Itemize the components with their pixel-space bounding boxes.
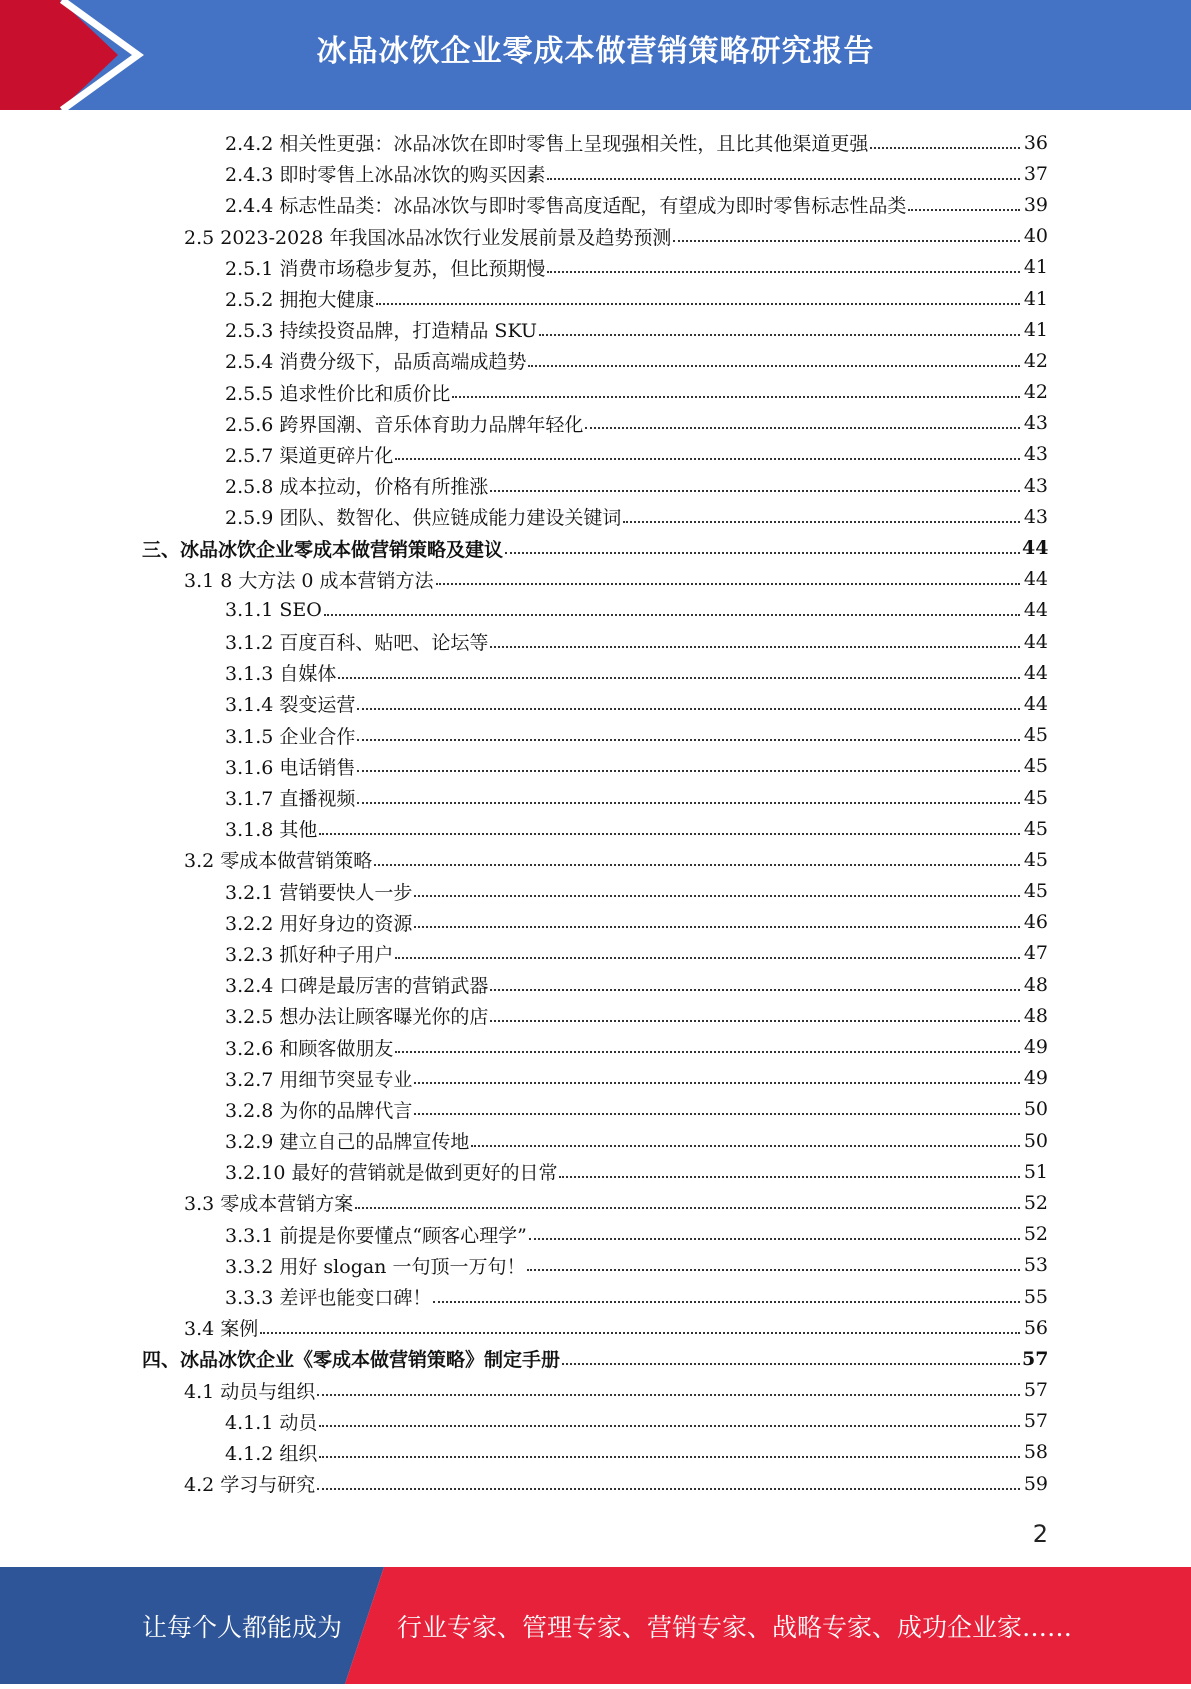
footer-banner — [0, 1567, 1191, 1684]
toc-entry[interactable] — [0, 1219, 1191, 1250]
toc-entry[interactable] — [0, 1063, 1191, 1094]
toc-entry-title: 三、冰品冰饮企业零成本做营销策略及建议 — [142, 538, 504, 561]
toc-entry-page: 40 — [1023, 225, 1048, 248]
toc-entry-title: 4.2 学习与研究 — [184, 1474, 316, 1497]
toc-entry-page: 50 — [1023, 1129, 1048, 1152]
toc-entry-title: 2.5.1 消费市场稳步复苏，但比预期慢 — [225, 257, 546, 280]
toc-leader-dots — [490, 989, 1020, 991]
toc-entry-page: 44 — [1023, 599, 1048, 622]
toc-entry-page: 48 — [1023, 1004, 1048, 1027]
toc-entry-title: 4.1 动员与组织 — [184, 1380, 316, 1403]
toc-entry-page: 53 — [1023, 1254, 1048, 1277]
toc-leader-dots — [338, 677, 1020, 679]
toc-leader-dots — [414, 895, 1020, 897]
toc-leader-dots — [908, 209, 1020, 211]
toc-leader-dots — [324, 614, 1020, 616]
toc-entry-page: 43 — [1023, 474, 1048, 497]
toc-leader-dots — [357, 770, 1020, 772]
toc-entry-page: 44 — [1022, 537, 1049, 560]
toc-entry[interactable] — [0, 1250, 1191, 1281]
toc-entry-title: 3.1.7 直播视频 — [225, 788, 356, 811]
toc-entry[interactable] — [0, 564, 1191, 595]
toc-entry-page: 49 — [1023, 1036, 1048, 1059]
toc-leader-dots — [374, 864, 1020, 866]
page-number: 2 — [1032, 1520, 1048, 1548]
toc-entry[interactable] — [0, 595, 1191, 626]
toc-entry-page: 52 — [1023, 1191, 1048, 1214]
toc-entry[interactable] — [0, 657, 1191, 688]
toc-entry-page: 51 — [1023, 1160, 1048, 1183]
toc-leader-dots — [539, 334, 1020, 336]
toc-entry[interactable] — [0, 377, 1191, 408]
toc-entry-title: 3.2.8 为你的品牌代言 — [225, 1099, 413, 1122]
toc-entry[interactable] — [0, 314, 1191, 345]
toc-entry-title: 2.5 2023-2028 年我国冰品冰饮行业发展前景及趋势预测 — [184, 226, 672, 249]
toc-entry[interactable] — [0, 408, 1191, 439]
toc-leader-dots — [505, 552, 1020, 554]
toc-leader-dots — [317, 1394, 1020, 1396]
toc-entry-title: 2.5.9 团队、数智化、供应链成能力建设关键词 — [225, 507, 622, 530]
toc-leader-dots — [260, 1332, 1020, 1334]
toc-entry[interactable] — [0, 189, 1191, 220]
toc-entry[interactable] — [0, 938, 1191, 969]
toc-entry-page: 46 — [1023, 911, 1048, 934]
toc-leader-dots — [452, 396, 1020, 398]
toc-leader-dots — [414, 926, 1020, 928]
toc-leader-dots — [528, 365, 1020, 367]
header-banner — [0, 0, 1191, 110]
toc-entry-title: 3.1.2 百度百科、贴吧、论坛等 — [225, 632, 489, 655]
toc-entry-title: 3.2.9 建立自己的品牌宣传地 — [225, 1131, 470, 1154]
toc-entry-title: 2.4.2 相关性更强：冰品冰饮在即时零售上呈现强相关性，且比其他渠道更强 — [225, 133, 869, 156]
toc-entry-title: 2.5.5 追求性价比和质价比 — [225, 382, 451, 405]
toc-entry-title: 2.4.3 即时零售上冰品冰饮的购买因素 — [225, 164, 546, 187]
toc-entry-title: 4.1.2 组织 — [225, 1442, 318, 1465]
toc-entry-title: 3.1.8 其他 — [225, 819, 318, 842]
toc-leader-dots — [357, 739, 1020, 741]
toc-entry-page: 59 — [1023, 1472, 1048, 1495]
toc-entry[interactable] — [0, 1437, 1191, 1468]
toc-entry[interactable] — [0, 1281, 1191, 1312]
toc-leader-dots — [547, 271, 1020, 273]
toc-entry[interactable] — [0, 1468, 1191, 1499]
toc-entry-page: 45 — [1023, 724, 1048, 747]
toc-entry-title: 3.3.3 差评也能变口碑！ — [225, 1287, 432, 1310]
toc-entry[interactable] — [0, 532, 1191, 563]
toc-leader-dots — [357, 708, 1020, 710]
toc-entry-title: 2.5.6 跨界国潮、音乐体育助力品牌年轻化 — [225, 413, 584, 436]
toc-leader-dots — [490, 1020, 1020, 1022]
toc-entry-page: 45 — [1023, 848, 1048, 871]
toc-entry[interactable] — [0, 1031, 1191, 1062]
toc-entry-title: 3.2.5 想办法让顾客曝光你的店 — [225, 1006, 489, 1029]
toc-leader-dots — [490, 490, 1020, 492]
toc-entry[interactable] — [0, 751, 1191, 782]
toc-entry-page: 45 — [1023, 755, 1048, 778]
toc-leader-dots — [559, 1176, 1020, 1178]
toc-entry[interactable] — [0, 501, 1191, 532]
toc-leader-dots — [317, 1488, 1020, 1490]
toc-leader-dots — [319, 1456, 1020, 1458]
toc-leader-dots — [433, 1301, 1020, 1303]
toc-entry-title: 3.3 零成本营销方案 — [184, 1193, 354, 1216]
report-title: 冰品冰饮企业零成本做营销策略研究报告 — [316, 34, 875, 69]
toc-entry-page: 45 — [1023, 880, 1048, 903]
toc-entry[interactable] — [0, 1406, 1191, 1437]
toc-entry-title: 3.2.2 用好身边的资源 — [225, 912, 413, 935]
toc-entry-title: 3.4 案例 — [184, 1318, 259, 1341]
toc-entry[interactable] — [0, 127, 1191, 158]
toc-entry-title: 3.2.4 口碑是最厉害的营销武器 — [225, 975, 489, 998]
toc-entry[interactable] — [0, 626, 1191, 657]
toc-entry-title: 3.2 零成本做营销策略 — [184, 850, 373, 873]
toc-entry[interactable] — [0, 813, 1191, 844]
toc-leader-dots — [562, 1363, 1020, 1365]
toc-entry[interactable] — [0, 1156, 1191, 1187]
toc-entry-page: 50 — [1023, 1098, 1048, 1121]
toc-entry-page: 43 — [1023, 412, 1048, 435]
toc-entry[interactable] — [0, 1125, 1191, 1156]
toc-leader-dots — [395, 957, 1020, 959]
toc-entry-page: 39 — [1023, 193, 1048, 216]
toc-entry-page: 37 — [1023, 162, 1048, 185]
toc-entry[interactable] — [0, 252, 1191, 283]
toc-entry[interactable] — [0, 158, 1191, 189]
toc-entry[interactable] — [0, 1375, 1191, 1406]
toc-entry-page: 57 — [1023, 1379, 1048, 1402]
toc-entry-title: 3.2.3 抓好种子用户 — [225, 943, 394, 966]
toc-entry-page: 57 — [1022, 1347, 1049, 1370]
toc-leader-dots — [357, 802, 1020, 804]
toc-leader-dots — [355, 1207, 1020, 1209]
toc-entry-title: 3.3.1 前提是你要懂点“顾客心理学” — [225, 1224, 527, 1247]
toc-entry-page: 45 — [1023, 817, 1048, 840]
toc-entry[interactable] — [0, 470, 1191, 501]
toc-entry[interactable] — [0, 1343, 1191, 1374]
toc-entry-title: 2.5.4 消费分级下，品质高端成趋势 — [225, 351, 527, 374]
toc-entry-page: 41 — [1023, 256, 1048, 279]
toc-entry-title: 3.2.1 营销要快人一步 — [225, 881, 413, 904]
toc-entry[interactable] — [0, 782, 1191, 813]
toc-entry[interactable] — [0, 1312, 1191, 1343]
toc-leader-dots — [436, 583, 1020, 585]
toc-entry-page: 41 — [1023, 318, 1048, 341]
table-of-contents — [0, 127, 1191, 1499]
toc-entry-page: 42 — [1023, 349, 1048, 372]
toc-leader-dots — [414, 1113, 1020, 1115]
toc-leader-dots — [471, 1145, 1020, 1147]
toc-entry-title: 四、冰品冰饮企业《零成本做营销策略》制定手册 — [142, 1349, 561, 1372]
toc-entry[interactable] — [0, 1094, 1191, 1125]
footer-slogan-right: 行业专家、管理专家、营销专家、战略专家、成功企业家…… — [397, 1613, 1073, 1642]
toc-leader-dots — [414, 1082, 1020, 1084]
toc-entry-page: 44 — [1023, 630, 1048, 653]
toc-leader-dots — [547, 178, 1020, 180]
toc-entry[interactable] — [0, 1187, 1191, 1218]
toc-entry-title: 3.2.7 用细节突显专业 — [225, 1068, 413, 1091]
toc-entry-page: 49 — [1023, 1067, 1048, 1090]
toc-entry-page: 43 — [1023, 443, 1048, 466]
toc-entry[interactable] — [0, 283, 1191, 314]
toc-entry-title: 3.1.6 电话销售 — [225, 756, 356, 779]
toc-entry-title: 3.2.6 和顾客做朋友 — [225, 1037, 394, 1060]
toc-entry-page: 36 — [1023, 131, 1048, 154]
toc-entry-title: 3.1 8 大方法 0 成本营销方法 — [184, 569, 434, 592]
toc-entry-page: 55 — [1023, 1285, 1048, 1308]
toc-entry[interactable] — [0, 969, 1191, 1000]
toc-entry-title: 3.1.5 企业合作 — [225, 725, 356, 748]
toc-leader-dots — [527, 1269, 1020, 1271]
toc-leader-dots — [376, 303, 1020, 305]
toc-entry-page: 42 — [1023, 381, 1048, 404]
toc-leader-dots — [673, 240, 1020, 242]
toc-entry[interactable] — [0, 844, 1191, 875]
toc-entry-title: 3.1.4 裂变运营 — [225, 694, 356, 717]
toc-entry-title: 2.5.8 成本拉动，价格有所推涨 — [225, 476, 489, 499]
toc-leader-dots — [319, 833, 1020, 835]
toc-entry[interactable] — [0, 221, 1191, 252]
toc-leader-dots — [319, 1425, 1020, 1427]
toc-entry-page: 47 — [1023, 942, 1048, 965]
toc-entry-page: 44 — [1023, 568, 1048, 591]
toc-entry[interactable] — [0, 720, 1191, 751]
toc-entry-title: 2.5.7 渠道更碎片化 — [225, 444, 394, 467]
toc-entry[interactable] — [0, 907, 1191, 938]
toc-entry-page: 44 — [1023, 692, 1048, 715]
toc-leader-dots — [623, 521, 1020, 523]
toc-entry[interactable] — [0, 688, 1191, 719]
toc-entry[interactable] — [0, 345, 1191, 376]
toc-entry-title: 3.3.2 用好 slogan 一句顶一万句！ — [225, 1255, 526, 1278]
toc-entry-page: 56 — [1023, 1316, 1048, 1339]
toc-entry-title: 3.1.3 自媒体 — [225, 663, 337, 686]
toc-entry-page: 52 — [1023, 1223, 1048, 1246]
toc-entry-page: 43 — [1023, 505, 1048, 528]
toc-entry-title: 2.4.4 标志性品类：冰品冰饮与即时零售高度适配，有望成为即时零售标志性品类 — [225, 195, 907, 218]
toc-leader-dots — [395, 458, 1020, 460]
toc-entry[interactable] — [0, 439, 1191, 470]
toc-entry-title: 3.1.1 SEO — [225, 599, 322, 622]
toc-entry-page: 57 — [1023, 1410, 1048, 1433]
toc-entry-page: 45 — [1023, 786, 1048, 809]
toc-entry-page: 44 — [1023, 661, 1048, 684]
toc-entry-title: 3.2.10 最好的营销就是做到更好的日常 — [225, 1162, 558, 1185]
toc-leader-dots — [395, 1051, 1020, 1053]
toc-entry[interactable] — [0, 1000, 1191, 1031]
toc-entry-page: 48 — [1023, 973, 1048, 996]
toc-entry-title: 2.5.2 拥抱大健康 — [225, 289, 375, 312]
toc-entry-title: 2.5.3 持续投资品牌，打造精品 SKU — [225, 320, 537, 343]
toc-leader-dots — [529, 1238, 1020, 1240]
toc-entry-page: 58 — [1023, 1441, 1048, 1464]
toc-leader-dots — [870, 147, 1020, 149]
footer-slogan-left: 让每个人都能成为 — [142, 1613, 343, 1642]
toc-entry-title: 4.1.1 动员 — [225, 1411, 318, 1434]
toc-entry[interactable] — [0, 876, 1191, 907]
toc-leader-dots — [490, 646, 1020, 648]
toc-entry-page: 41 — [1023, 287, 1048, 310]
toc-leader-dots — [585, 427, 1020, 429]
